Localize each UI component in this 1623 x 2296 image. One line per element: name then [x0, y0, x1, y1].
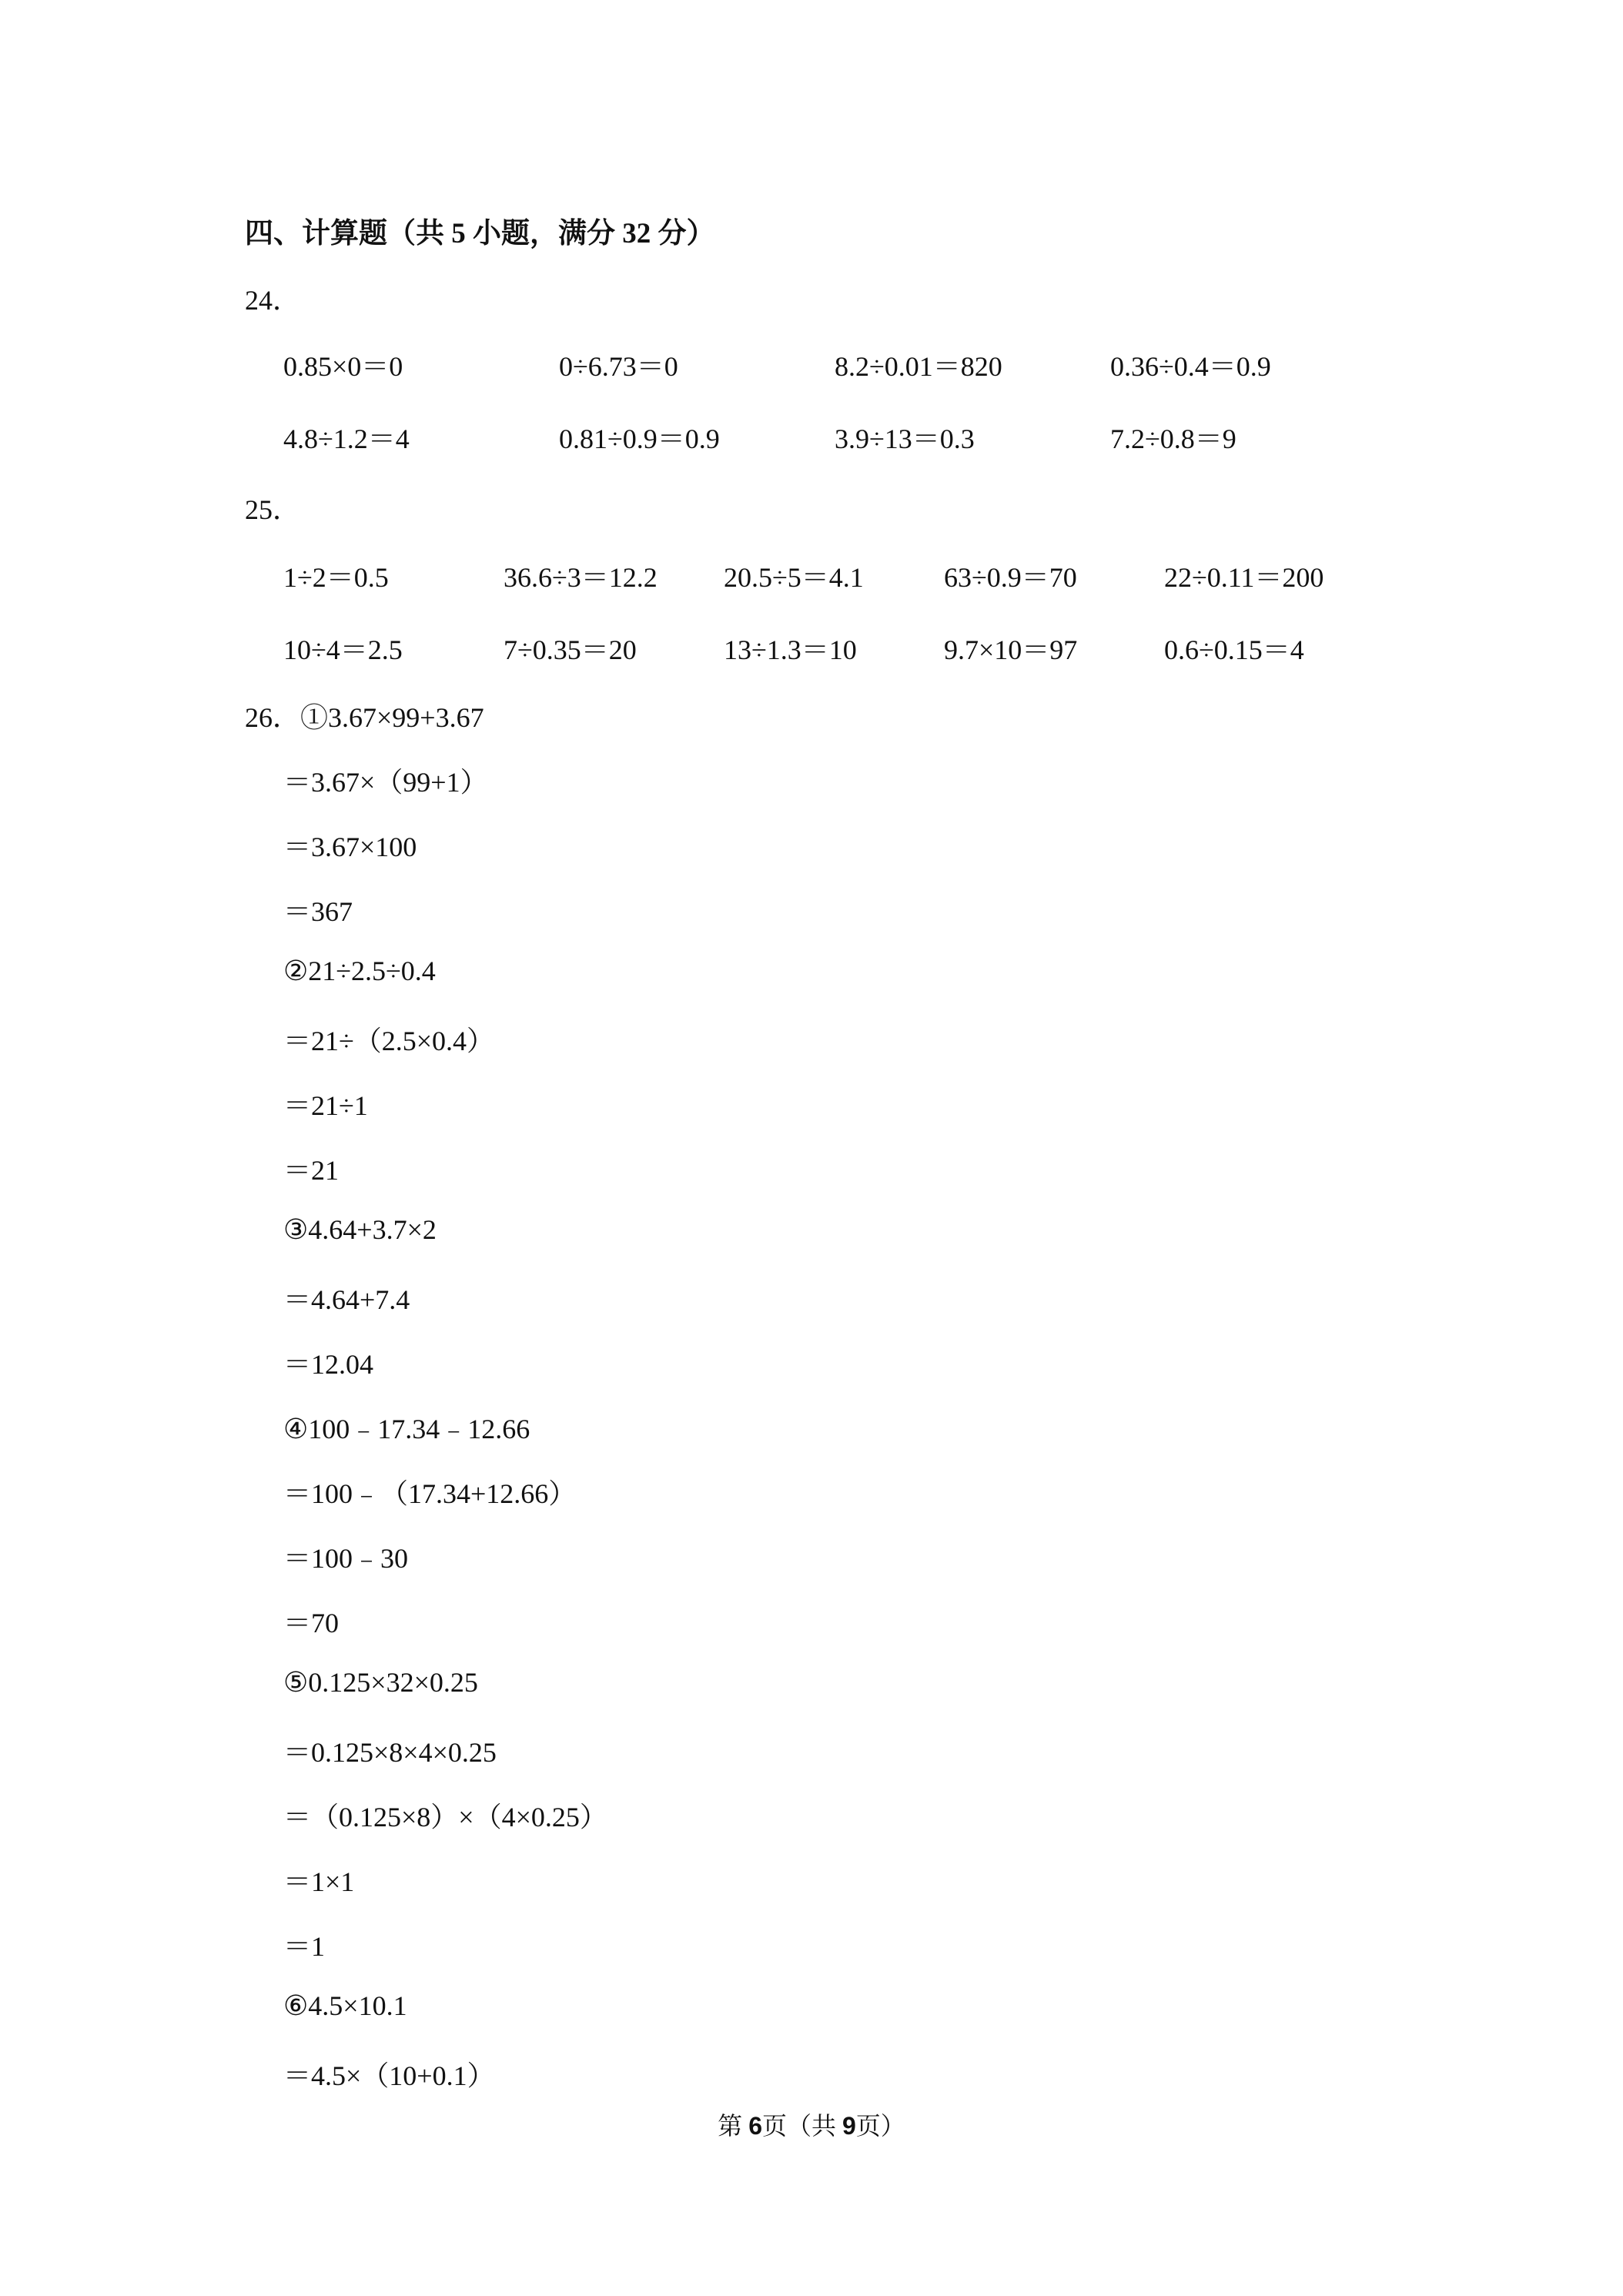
q26-step: ＝21÷1: [283, 1090, 368, 1121]
q25-cell: 10÷4＝2.5: [283, 634, 403, 665]
q26-step: ＝21÷（2.5×0.4）: [283, 1026, 495, 1056]
q24-cell: 8.2÷0.01＝820: [835, 351, 1002, 382]
q26-step: ＝12.04: [283, 1349, 374, 1380]
q24-cell: 0.36÷0.4＝0.9: [1110, 351, 1271, 382]
q26-step: ④100﹣17.34﹣12.66: [283, 1414, 530, 1444]
q26-step: ⑥4.5×10.1: [283, 1990, 407, 2021]
footer-middle: 页（共: [761, 2112, 842, 2140]
q25-cell: 7÷0.35＝20: [504, 634, 637, 665]
q24-cell: 0÷6.73＝0: [559, 351, 678, 382]
q26-step: ＝100﹣30: [283, 1543, 409, 1574]
question-number-24: 24．: [245, 285, 301, 316]
footer-suffix: 页）: [855, 2112, 905, 2140]
q25-cell: 0.6÷0.15＝4: [1164, 634, 1304, 665]
q24-cell: 0.81÷0.9＝0.9: [559, 423, 720, 454]
page-footer: [0, 2107, 1623, 2142]
q26-step: ＝1×1: [283, 1866, 355, 1897]
q26-step: ＝367: [283, 896, 353, 927]
q26-step: ＝4.64+7.4: [283, 1284, 410, 1315]
q24-cell: 4.8÷1.2＝4: [283, 423, 410, 454]
q26-step: ⑤0.125×32×0.25: [283, 1667, 478, 1698]
q25-cell: 20.5÷5＝4.1: [724, 562, 864, 593]
footer-total-pages: 9: [842, 2112, 856, 2140]
q26-step: ＝21: [283, 1155, 340, 1186]
footer-prefix: 第: [718, 2112, 749, 2140]
q26-step: ＝3.67×100: [283, 832, 417, 862]
q25-cell: 22÷0.11＝200: [1164, 562, 1324, 593]
section-title: 四、计算题（共 5 小题，满分 32 分）: [245, 218, 715, 249]
q26-step: ＝70: [283, 1608, 340, 1638]
q26-step: ＝1: [283, 1931, 326, 1962]
q25-cell: 9.7×10＝97: [944, 634, 1078, 665]
q24-cell: 3.9÷13＝0.3: [835, 423, 975, 454]
question-number-25: 25．: [245, 494, 301, 525]
q26-step: ②21÷2.5÷0.4: [283, 956, 436, 986]
q26-step: ＝0.125×8×4×0.25: [283, 1737, 497, 1768]
q25-cell: 36.6÷3＝12.2: [504, 562, 658, 593]
q24-cell: 0.85×0＝0: [283, 351, 403, 382]
footer-page-number: 6: [748, 2112, 762, 2140]
q25-cell: 1÷2＝0.5: [283, 562, 389, 593]
q26-step: ＝3.67×（99+1）: [283, 767, 488, 798]
q25-cell: 13÷1.3＝10: [724, 634, 857, 665]
q26-step: ＝4.5×（10+0.1）: [283, 2060, 495, 2091]
q25-cell: 63÷0.9＝70: [944, 562, 1077, 593]
q26-first-line: 26．①3.67×99+3.67: [245, 702, 484, 733]
q26-step: ＝（0.125×8）×（4×0.25）: [283, 1802, 607, 1832]
q24-cell: 7.2÷0.8＝9: [1110, 423, 1236, 454]
q26-step: ③4.64+3.7×2: [283, 1214, 437, 1245]
q26-step: ＝100﹣（17.34+12.66）: [283, 1478, 577, 1509]
